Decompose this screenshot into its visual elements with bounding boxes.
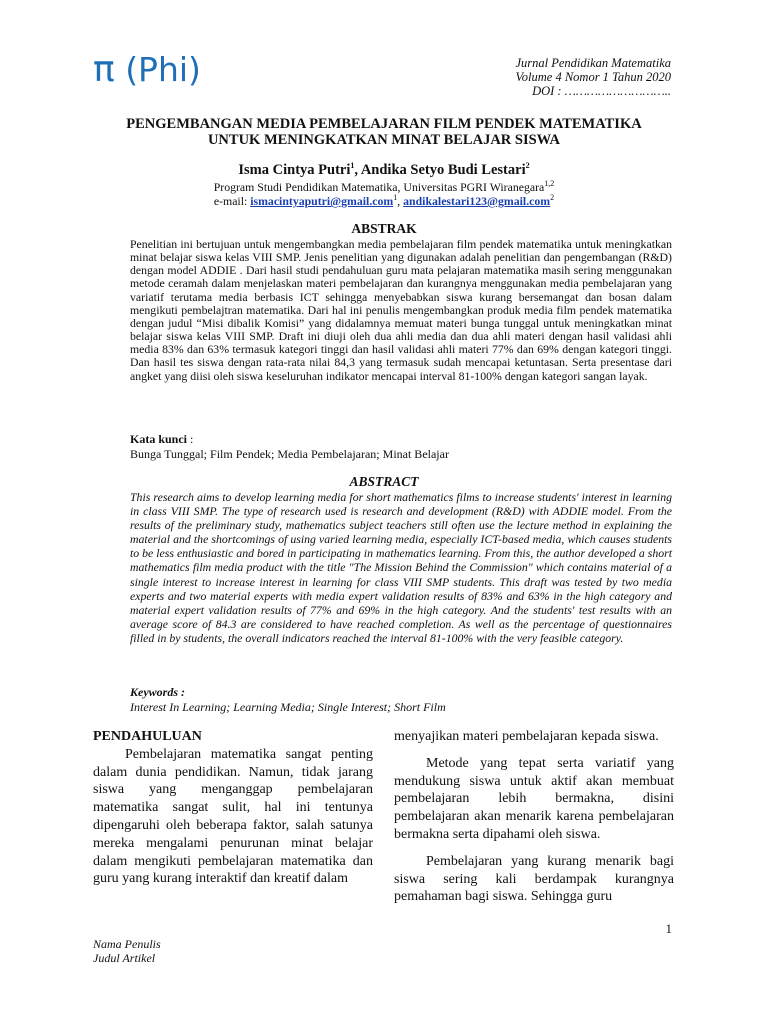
body-column-left — [93, 728, 373, 888]
email-separator: , — [397, 194, 404, 208]
email-link-1[interactable]: ismacintyaputri@gmail.com — [250, 194, 394, 208]
page-number: 1 — [665, 921, 672, 936]
author-1: Isma Cintya Putri — [238, 162, 351, 178]
keywords-label: Keywords : — [130, 685, 185, 699]
affiliation-marker: 1,2 — [544, 179, 555, 189]
journal-name: Jurnal Pendidikan Matematika — [515, 56, 671, 70]
kata-kunci-label — [130, 432, 193, 447]
affiliation-text: Program Studi Pendidikan Matematika, Universitas PGRI Wiranegara — [213, 180, 545, 194]
paragraph: Pembelajaran matematika sangat penting dalam dunia pendidikan. Namun, tidak jarang siswa yang menganggap pembelajaran matematika sangat sulit, hal ini tentunya dipengaruhi oleh beberapa faktor, salah satunya mereka mengalami penurunan minat belajar dalam mengikuti pembelajaran matematika dan guru yang kurang interaktif dan kreatif dalam — [93, 746, 373, 887]
article-title — [90, 116, 678, 148]
paragraph: Metode yang tepat serta variatif yang mendukung siswa untuk aktif akan membuat pembelajaran lebih bermakna, disini pembelajaran akan menarik karena pembelajaran bermakna serta dipahami oleh siswa. — [394, 755, 674, 842]
abstract-heading: ABSTRACT — [349, 474, 419, 489]
email-1-marker: 1 — [393, 193, 398, 203]
kata-kunci-text: Bunga Tunggal; Film Pendek; Media Pembelajaran; Minat Belajar — [130, 447, 449, 461]
logo-text: (Phi) — [125, 50, 201, 89]
author-list — [90, 162, 678, 179]
author-separator: , — [354, 162, 361, 178]
abstrak-heading: ABSTRAK — [351, 221, 417, 236]
paragraph: Pembelajaran yang kurang menarik bagi siswa sering kali berdampak kurangnya pemahaman bagi siswa. Sehingga guru — [394, 853, 674, 905]
paragraph: menyajikan materi pembelajaran kepada siswa. — [394, 729, 659, 744]
pi-symbol: π — [93, 49, 115, 90]
kata-kunci-label-text: Kata kunci — [130, 432, 188, 446]
email-2-marker: 2 — [550, 193, 555, 203]
body-column-right — [394, 728, 674, 906]
page-footer — [93, 937, 161, 965]
author-1-marker: 1 — [350, 161, 355, 171]
affiliation — [90, 180, 678, 195]
keywords-text: Interest In Learning; Learning Media; Single Interest; Short Film — [130, 700, 446, 714]
abstrak-body: Penelitian ini bertujuan untuk mengembangkan media pembelajaran film pendek matematika untuk meningkatkan minat belajar siswa kelas VIII SMP. Jenis penelitian yang digunakan adalah penelitian dan pengembangan (R&D) dengan model ADDIE . Dari hasil studi pendahuluan guru mata pelajaran matematika masih sering menggunakan metode ceramah dalam menjelaskan materi pembelajaran dan kurangnya menggunakan media pembelajaran yang variatif terutama media berbasis ICT sehingga menyebabkan siswa kurang bersemangat dan bosan dalam mengikuti pembelajtran matematika. Dari hal ini penulis mengembangkan produk media film pendek matematika dengan judul “Misi dibalik Komisi” yang didalamnya memuat materi bunga tunggal untuk meningkatkan minat belajar siswa kelas VIII SMP. Draft ini diuji oleh dua ahli media dan dua ahli materi dengan hasil validasi ahli media 83% dan 63% termasuk kategori tinggi dan hasil validasi ahli materi 77% dan 69% dengan kategori tinggi. Dan hasil tes siswa dengan rata-rata nilai 84,3 yang termasuk sudah mencapai ketuntasan. Serta presentase dari angket yang diisi oleh siswa keseluruhan indikator mencapai interval 81-100% dengan kategori sangan layak. — [130, 237, 672, 383]
footer-author: Nama Penulis — [93, 937, 161, 951]
journal-info — [515, 56, 671, 98]
kata-kunci-colon: : — [187, 432, 194, 446]
journal-logo — [93, 49, 201, 90]
section-heading-pendahuluan: PENDAHULUAN — [93, 729, 202, 744]
author-2: Andika Setyo Budi Lestari — [360, 162, 526, 178]
footer-title: Judul Artikel — [93, 951, 156, 965]
email-link-2[interactable]: andikalestari123@gmail.com — [403, 194, 551, 208]
email-line — [90, 194, 678, 209]
abstract-body: This research aims to develop learning media for short mathematics films to increase students' interest in learning in class VIII SMP. The type of research used is research and development (R&D) with ADDIE model. From the results of the preliminary study, mathematics subject teachers still often use the lecture method in explaining the material and the shortcomings of using varied learning media, especially ICT-based media, which causes students to be less enthusiastic and bored in participating in mathematics learning. From this, the author developed a short mathematics film media product with the title "The Mission Behind the Commission" which contains material of a single interest to increase interest in learning for class VIII SMP students. This draft was tested by two media experts and two material experts with media expert validation results of 83% and 63% in the high category and material expert validation results of 77% and 69% in the high category. And the students' test results with an average score of 84.3 are considered to have reached completion. As well as the percentage of questionnaires filled in by students, the overall indicators reached the interval 81-100% with the very feasible category. — [130, 490, 672, 645]
journal-doi: DOI : ……………………….. — [532, 84, 671, 98]
author-2-marker: 2 — [525, 161, 530, 171]
title-line-1: PENGEMBANGAN MEDIA PEMBELAJARAN FILM PENDEK MATEMATIKA — [126, 116, 642, 132]
email-label: e-mail: — [213, 194, 251, 208]
title-line-2: UNTUK MENINGKATKAN MINAT BELAJAR SISWA — [207, 132, 561, 148]
journal-volume: Volume 4 Nomor 1 Tahun 2020 — [515, 70, 671, 84]
